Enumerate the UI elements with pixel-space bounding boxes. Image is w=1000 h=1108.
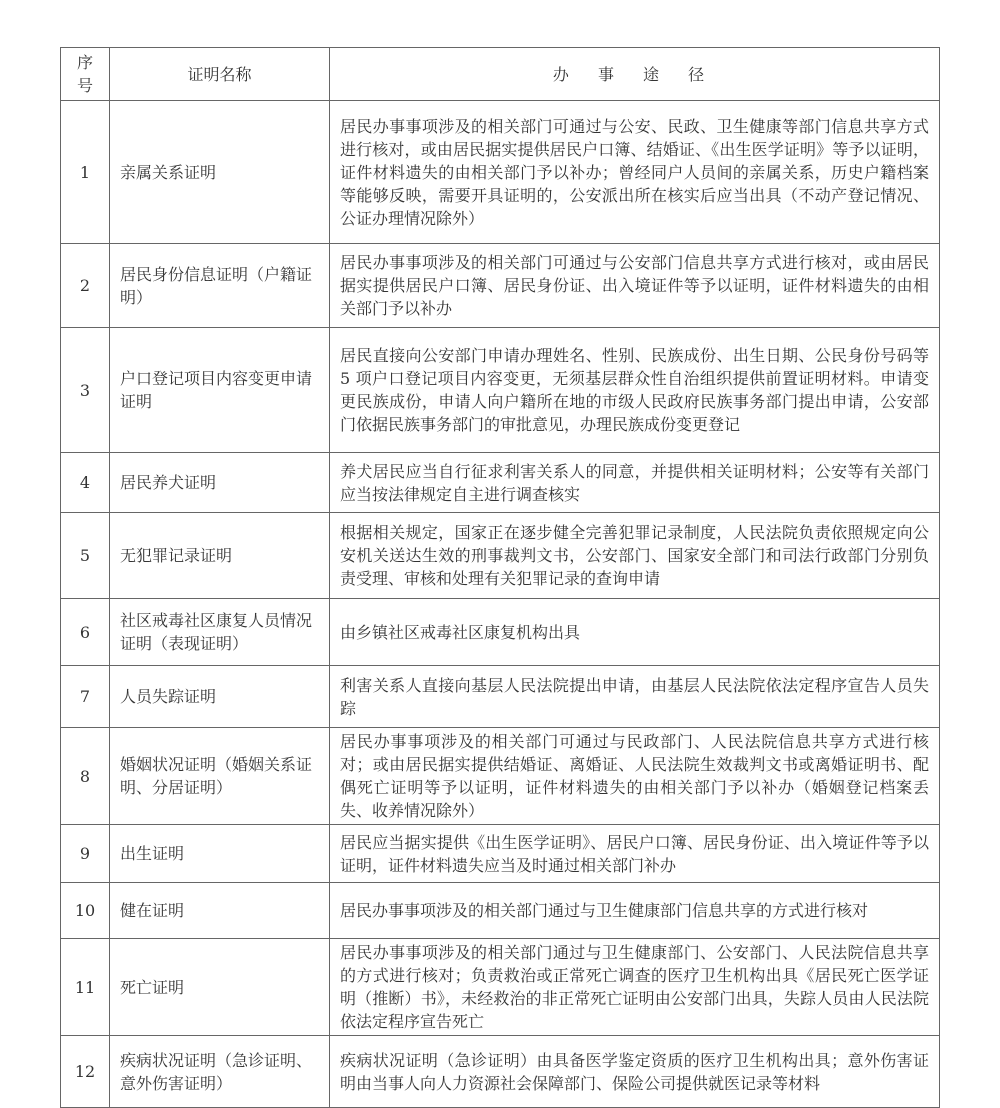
table-row	[61, 939, 940, 1036]
row-name: 社区戒毒社区康复人员情况证明（表现证明）	[110, 599, 330, 666]
table-row	[61, 825, 940, 883]
row-name: 出生证明	[110, 825, 330, 883]
table-row	[61, 599, 940, 666]
row-route: 疾病状况证明（急诊证明）由具备医学鉴定资质的医疗卫生机构出具；意外伤害证明由当事人向人力资源社会保障部门、保险公司提供就医记录等材料	[330, 1036, 940, 1108]
row-route: 居民办事事项涉及的相关部门通过与卫生健康部门、公安部门、人民法院信息共享的方式进行核对；负责救治或正常死亡调查的医疗卫生机构出具《居民死亡医学证明（推断）书》，未经救治的非正常死亡证明由公安部门出具，失踪人员由人民法院依法定程序宣告死亡	[330, 939, 940, 1036]
row-seq: 8	[61, 728, 110, 825]
row-seq: 7	[61, 666, 110, 728]
row-seq: 6	[61, 599, 110, 666]
row-name: 疾病状况证明（急诊证明、意外伤害证明）	[110, 1036, 330, 1108]
row-route: 居民办事事项涉及的相关部门可通过与公安、民政、卫生健康等部门信息共享方式进行核对，或由居民据实提供居民户口簿、结婚证、《出生医学证明》等予以证明，证件材料遗失的由相关部门予以补办；曾经同户人员间的亲属关系，历史户籍档案等能够反映，需要开具证明的，公安派出所在核实后应当出具（不动产登记情况、公证办理情况除外）	[330, 101, 940, 244]
table-row	[61, 513, 940, 599]
row-name: 亲属关系证明	[110, 101, 330, 244]
row-seq: 3	[61, 328, 110, 453]
row-route: 根据相关规定，国家正在逐步健全完善犯罪记录制度，人民法院负责依照规定向公安机关送达生效的刑事裁判文书，公安部门、国家安全部门和司法行政部门分别负责受理、审核和处理有关犯罪记录的查询申请	[330, 513, 940, 599]
row-name: 居民身份信息证明（户籍证明）	[110, 244, 330, 328]
table-row	[61, 666, 940, 728]
row-seq: 10	[61, 883, 110, 939]
row-name: 居民养犬证明	[110, 453, 330, 513]
row-name: 户口登记项目内容变更申请证明	[110, 328, 330, 453]
row-name: 婚姻状况证明（婚姻关系证明、分居证明）	[110, 728, 330, 825]
row-seq: 2	[61, 244, 110, 328]
table-row	[61, 1036, 940, 1108]
row-route: 居民应当据实提供《出生医学证明》、居民户口簿、居民身份证、出入境证件等予以证明，证件材料遗失应当及时通过相关部门补办	[330, 825, 940, 883]
row-route: 养犬居民应当自行征求利害关系人的同意，并提供相关证明材料；公安等有关部门应当按法律规定自主进行调查核实	[330, 453, 940, 513]
table-row	[61, 328, 940, 453]
table-row	[61, 728, 940, 825]
row-route: 居民办事事项涉及的相关部门通过与卫生健康部门信息共享的方式进行核对	[330, 883, 940, 939]
row-seq: 4	[61, 453, 110, 513]
table-row	[61, 453, 940, 513]
row-seq: 12	[61, 1036, 110, 1108]
header-name: 证明名称	[110, 48, 330, 101]
table-row	[61, 101, 940, 244]
table-row	[61, 883, 940, 939]
row-name: 死亡证明	[110, 939, 330, 1036]
row-seq: 1	[61, 101, 110, 244]
row-route: 利害关系人直接向基层人民法院提出申请，由基层人民法院依法定程序宣告人员失踪	[330, 666, 940, 728]
row-seq: 9	[61, 825, 110, 883]
table-header-row	[61, 48, 940, 101]
row-name: 人员失踪证明	[110, 666, 330, 728]
row-route: 居民办事事项涉及的相关部门可通过与公安部门信息共享方式进行核对，或由居民据实提供居民户口簿、居民身份证、出入境证件等予以证明，证件材料遗失的由相关部门予以补办	[330, 244, 940, 328]
header-seq: 序号	[61, 48, 110, 101]
certificate-table	[60, 47, 940, 1108]
header-route: 办 事 途 径	[330, 48, 940, 101]
row-seq: 5	[61, 513, 110, 599]
row-route: 由乡镇社区戒毒社区康复机构出具	[330, 599, 940, 666]
row-route: 居民办事事项涉及的相关部门可通过与民政部门、人民法院信息共享方式进行核对；或由居民据实提供结婚证、离婚证、人民法院生效裁判文书或离婚证明书、配偶死亡证明等予以证明，证件材料遗失的由相关部门予以补办（婚姻登记档案丢失、收养情况除外）	[330, 728, 940, 825]
table-row	[61, 244, 940, 328]
row-name: 健在证明	[110, 883, 330, 939]
row-seq: 11	[61, 939, 110, 1036]
row-name: 无犯罪记录证明	[110, 513, 330, 599]
row-route: 居民直接向公安部门申请办理姓名、性别、民族成份、出生日期、公民身份号码等 5 项户口登记项目内容变更，无须基层群众性自治组织提供前置证明材料。申请变更民族成份，申请人向户籍所在地的市级人民政府民族事务部门提出申请，公安部门依据民族事务部门的审批意见，办理民族成份变更登记	[330, 328, 940, 453]
